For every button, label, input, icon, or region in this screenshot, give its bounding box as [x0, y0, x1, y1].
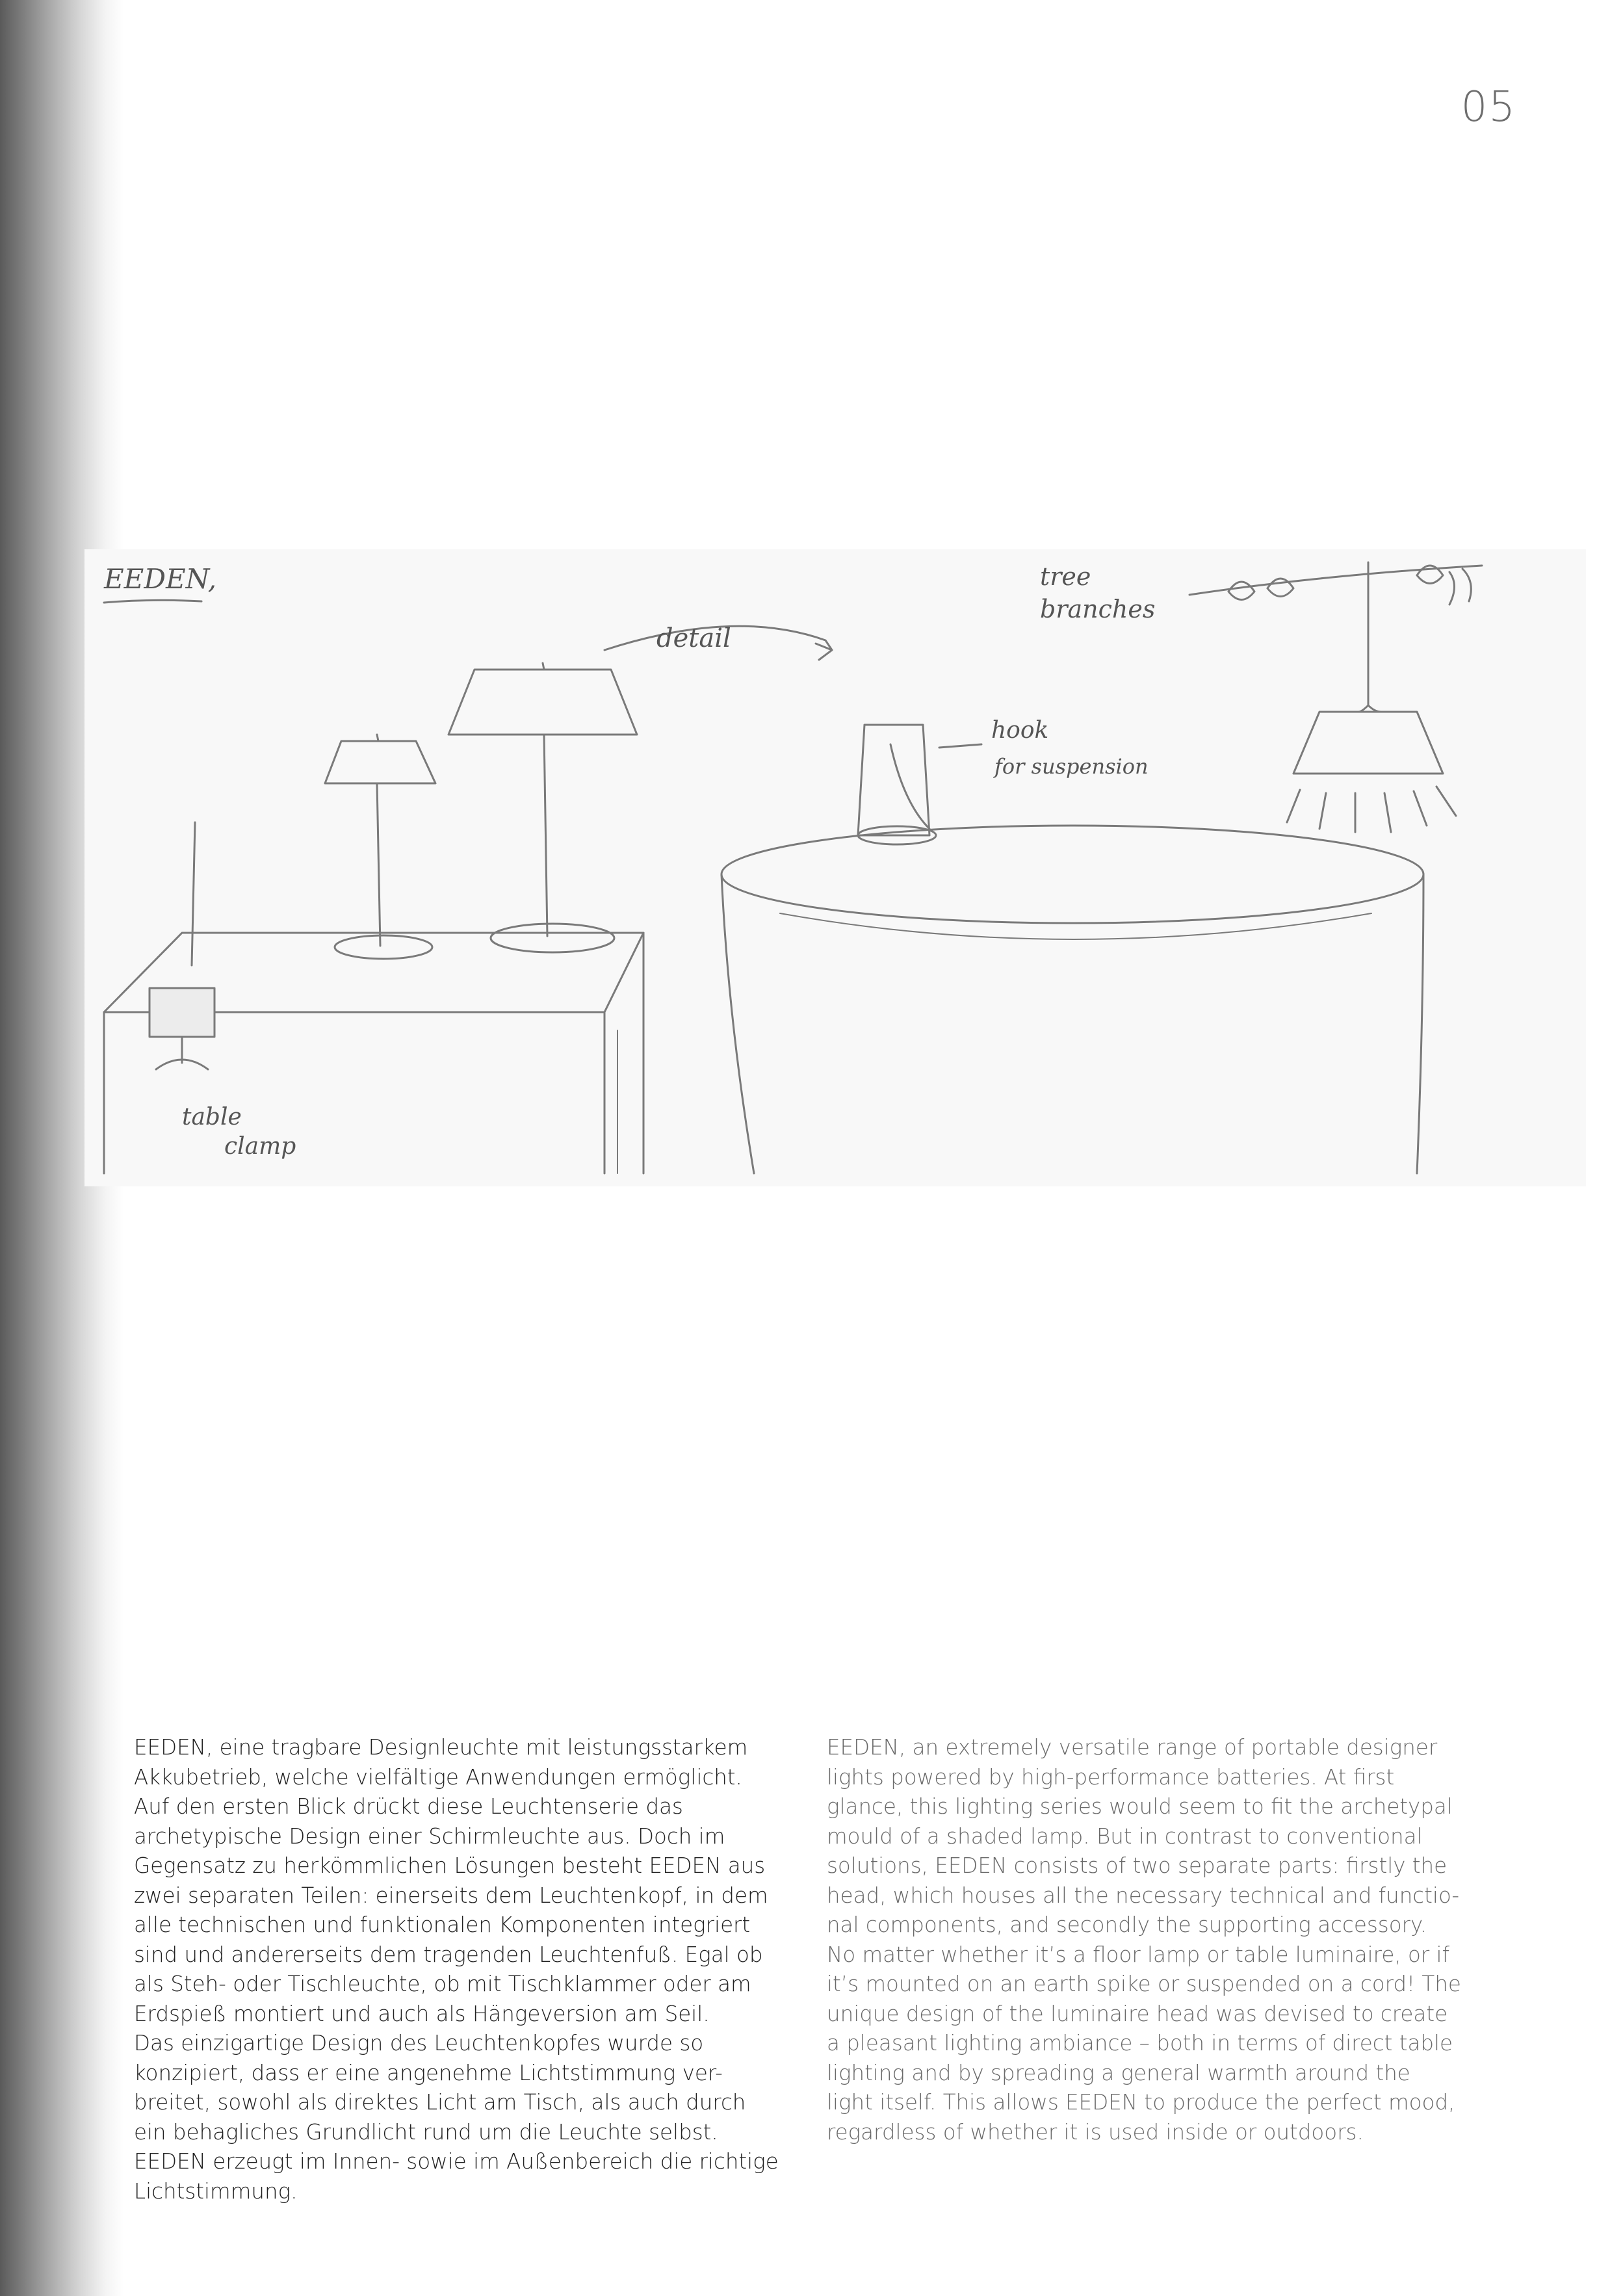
- page-number: 05: [1461, 83, 1516, 131]
- sketch-hook-note-1: hook: [991, 717, 1049, 744]
- sketch-hook-note-2: for suspension: [994, 754, 1149, 779]
- sketch-title-note: EEDEN,: [104, 563, 217, 595]
- sketch-tree-note-2: branches: [1040, 595, 1156, 623]
- sketch-clamp-note-2: clamp: [224, 1133, 296, 1160]
- sketch-tree-note-1: tree: [1040, 562, 1091, 591]
- concept-sketch: [84, 549, 1586, 1186]
- description-english: EEDEN, an extremely versatile range of portable designer lights powered by high-performance batteries. At first glance, this lighting series would seem to fit the archetypal mould of a shaded lamp. But in contrast to conventional solutions, EEDEN consists of two separate parts: firstly the head, which houses all the necessary technical and functio- nal components, and secondly the supporting accessory. No matter whether it’s a floor lamp or table luminaire, or if it’s mounted on an earth spike or suspended on a cord! The unique design of the luminaire head was devised to create a pleasant lighting ambiance – both in terms of direct table lighting and by spreading a general warmth around the light itself. This allows EEDEN to produce the perfect mood, regardless of whether it is used inside or outdoors.: [827, 1735, 1461, 2145]
- sketch-clamp-note-1: table: [182, 1104, 242, 1130]
- description-german: EEDEN, eine tragbare Designleuchte mit leistungsstarkem Akkubetrieb, welche vielfältige Anwendungen ermöglicht. Auf den ersten Blick drückt diese Leuchtenserie das archetypische Design einer Schirmleuchte aus. Doch im Gegensatz zu herkömmlichen Lösungen besteht EEDEN aus zwei separaten Teilen: einerseits dem Leuchtenkopf, in dem alle technischen und funktionalen Komponenten integriert sind und andererseits dem tragenden Leuchtenfuß. Egal ob als Steh- oder Tischleuchte, ob mit Tischklammer oder am Erdspieß montiert und auch als Hängeversion am Seil. Das einzigartige Design des Leuchtenkopfes wurde so konzipiert, dass er eine angenehme Lichtstimmung ver- breitet, sowohl als direktes Licht am Tisch, als auch durch ein behagliches Grundlicht rund um die Leuchte selbst. EEDEN erzeugt im Innen- sowie im Außenbereich die richtige Lichtstimmung.: [134, 1735, 779, 2204]
- sketch-detail-note: detail: [656, 623, 731, 653]
